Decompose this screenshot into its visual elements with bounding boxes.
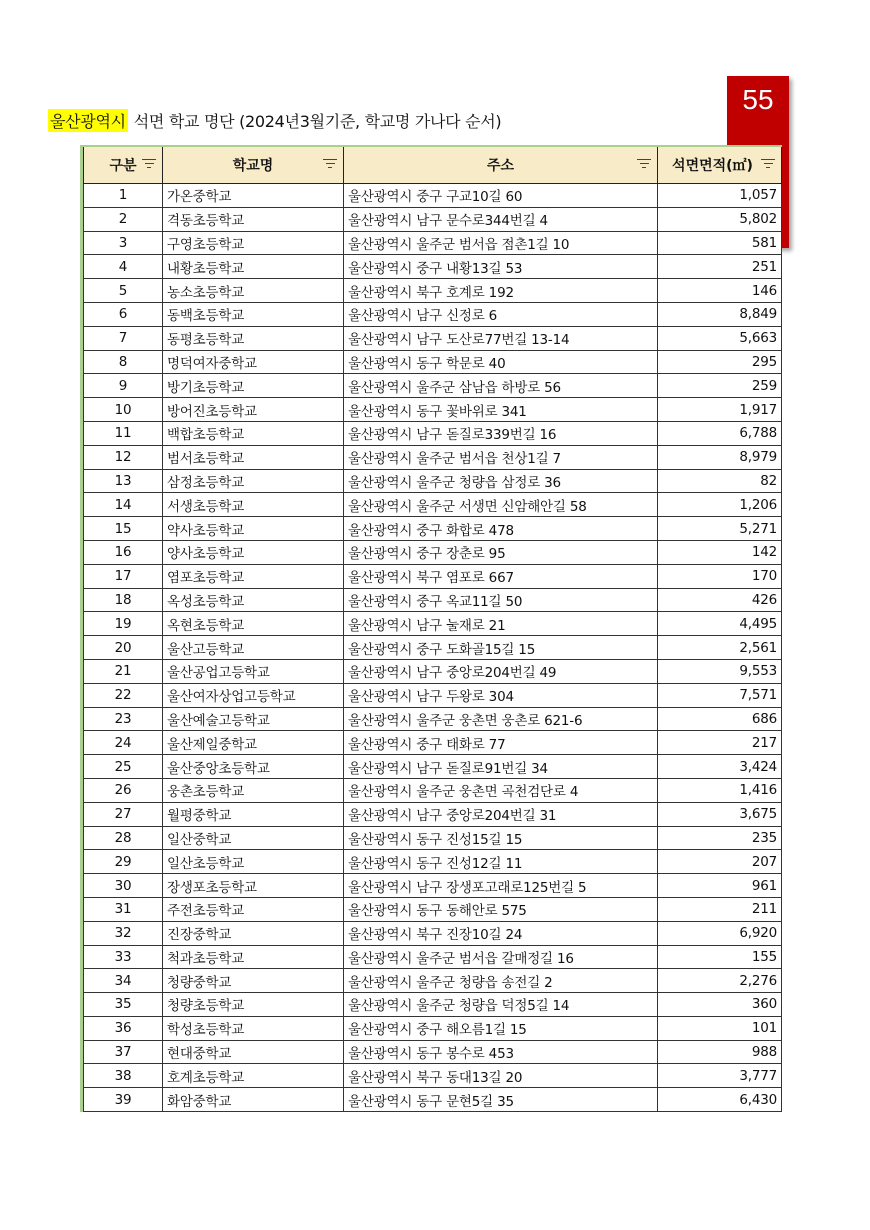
school-name-cell: 호계초등학교	[163, 1064, 344, 1088]
row-number-cell: 2	[84, 207, 163, 231]
school-name-cell: 학성초등학교	[163, 1016, 344, 1040]
row-number-cell: 5	[84, 279, 163, 303]
row-number-cell: 19	[84, 612, 163, 636]
asbestos-area-cell: 9,553	[658, 659, 782, 683]
school-name-cell: 척과초등학교	[163, 945, 344, 969]
header-cell[interactable]	[344, 146, 658, 184]
row-number-cell: 31	[84, 897, 163, 921]
address-cell: 울산광역시 남구 돋질로91번길 34	[344, 755, 658, 779]
row-number-cell: 20	[84, 636, 163, 660]
title-text: 석면 학교 명단 (2024년3월기준, 학교명 가나다 순서)	[133, 111, 502, 131]
address-cell: 울산광역시 울주군 청량읍 덕정5길 14	[344, 993, 658, 1017]
asbestos-area-cell: 295	[658, 350, 782, 374]
address-cell: 울산광역시 동구 동해안로 575	[344, 897, 658, 921]
address-cell: 울산광역시 남구 중앙로204번길 49	[344, 659, 658, 683]
asbestos-area-cell: 235	[658, 826, 782, 850]
asbestos-area-cell: 259	[658, 374, 782, 398]
table-row	[84, 707, 782, 731]
table-row	[84, 826, 782, 850]
school-name-cell: 서생초등학교	[163, 493, 344, 517]
school-name-cell: 염포초등학교	[163, 564, 344, 588]
asbestos-area-cell: 207	[658, 850, 782, 874]
row-number-cell: 3	[84, 231, 163, 255]
row-number-cell: 29	[84, 850, 163, 874]
header-cell[interactable]	[84, 146, 163, 184]
asbestos-area-cell: 3,675	[658, 802, 782, 826]
row-number-cell: 35	[84, 993, 163, 1017]
table-row	[84, 612, 782, 636]
filter-icon[interactable]	[761, 159, 775, 171]
table-row	[84, 1040, 782, 1064]
asbestos-area-cell: 5,271	[658, 517, 782, 541]
row-number-cell: 8	[84, 350, 163, 374]
table-row	[84, 207, 782, 231]
address-cell: 울산광역시 울주군 범서읍 천상1길 7	[344, 445, 658, 469]
school-name-cell: 청량중학교	[163, 969, 344, 993]
table-row	[84, 993, 782, 1017]
page-number: 55	[742, 84, 774, 115]
address-cell: 울산광역시 울주군 청량읍 삼정로 36	[344, 469, 658, 493]
school-name-cell: 월평중학교	[163, 802, 344, 826]
asbestos-area-cell: 3,777	[658, 1064, 782, 1088]
address-cell: 울산광역시 울주군 웅촌면 곡천검단로 4	[344, 778, 658, 802]
table-row	[84, 421, 782, 445]
asbestos-area-cell: 1,917	[658, 398, 782, 422]
address-cell: 울산광역시 울주군 청량읍 송전길 2	[344, 969, 658, 993]
asbestos-area-cell: 988	[658, 1040, 782, 1064]
school-name-cell: 진장중학교	[163, 921, 344, 945]
address-cell: 울산광역시 동구 학문로 40	[344, 350, 658, 374]
school-name-cell: 울산예술고등학교	[163, 707, 344, 731]
row-number-cell: 30	[84, 874, 163, 898]
document-title	[48, 108, 501, 132]
asbestos-area-cell: 155	[658, 945, 782, 969]
asbestos-area-cell: 82	[658, 469, 782, 493]
row-number-cell: 9	[84, 374, 163, 398]
school-name-cell: 명덕여자중학교	[163, 350, 344, 374]
address-cell: 울산광역시 남구 문수로344번길 4	[344, 207, 658, 231]
address-cell: 울산광역시 남구 돋질로339번길 16	[344, 421, 658, 445]
address-cell: 울산광역시 북구 염포로 667	[344, 564, 658, 588]
table-row	[84, 731, 782, 755]
row-number-cell: 22	[84, 683, 163, 707]
asbestos-area-cell: 7,571	[658, 683, 782, 707]
row-number-cell: 21	[84, 659, 163, 683]
row-number-cell: 10	[84, 398, 163, 422]
table-row	[84, 755, 782, 779]
table-row	[84, 945, 782, 969]
address-cell: 울산광역시 남구 도산로77번길 13-14	[344, 326, 658, 350]
table-row	[84, 350, 782, 374]
address-cell: 울산광역시 중구 화합로 478	[344, 517, 658, 541]
table-row	[84, 969, 782, 993]
row-number-cell: 16	[84, 540, 163, 564]
header-cell[interactable]	[658, 146, 782, 184]
school-name-cell: 일산중학교	[163, 826, 344, 850]
table-row	[84, 874, 782, 898]
table-header-row	[84, 146, 782, 184]
asbestos-area-cell: 8,979	[658, 445, 782, 469]
asbestos-area-cell: 217	[658, 731, 782, 755]
title-region-highlight: 울산광역시	[48, 109, 128, 132]
school-name-cell: 주전초등학교	[163, 897, 344, 921]
row-number-cell: 33	[84, 945, 163, 969]
school-table	[83, 145, 782, 1112]
asbestos-area-cell: 170	[658, 564, 782, 588]
address-cell: 울산광역시 중구 구교10길 60	[344, 184, 658, 208]
address-cell: 울산광역시 중구 해오름1길 15	[344, 1016, 658, 1040]
address-cell: 울산광역시 중구 도화골15길 15	[344, 636, 658, 660]
table-row	[84, 1088, 782, 1112]
table-body	[84, 184, 782, 1112]
asbestos-area-cell: 426	[658, 588, 782, 612]
address-cell: 울산광역시 동구 봉수로 453	[344, 1040, 658, 1064]
table-row	[84, 1016, 782, 1040]
school-name-cell: 일산초등학교	[163, 850, 344, 874]
table-row	[84, 279, 782, 303]
row-number-cell: 39	[84, 1088, 163, 1112]
table-row	[84, 231, 782, 255]
address-cell: 울산광역시 울주군 삼남읍 하방로 56	[344, 374, 658, 398]
asbestos-area-cell: 6,788	[658, 421, 782, 445]
row-number-cell: 15	[84, 517, 163, 541]
asbestos-area-cell: 251	[658, 255, 782, 279]
address-cell: 울산광역시 울주군 범서읍 점촌1길 10	[344, 231, 658, 255]
table-row	[84, 850, 782, 874]
address-cell: 울산광역시 중구 내황13길 53	[344, 255, 658, 279]
asbestos-area-cell: 1,057	[658, 184, 782, 208]
school-name-cell: 울산제일중학교	[163, 731, 344, 755]
school-name-cell: 화암중학교	[163, 1088, 344, 1112]
address-cell: 울산광역시 중구 장춘로 95	[344, 540, 658, 564]
row-number-cell: 37	[84, 1040, 163, 1064]
table-row	[84, 517, 782, 541]
school-name-cell: 울산중앙초등학교	[163, 755, 344, 779]
address-cell: 울산광역시 북구 진장10길 24	[344, 921, 658, 945]
address-cell: 울산광역시 남구 눌재로 21	[344, 612, 658, 636]
table-row	[84, 493, 782, 517]
table-row	[84, 921, 782, 945]
asbestos-area-cell: 686	[658, 707, 782, 731]
school-name-cell: 방어진초등학교	[163, 398, 344, 422]
school-name-cell: 내황초등학교	[163, 255, 344, 279]
address-cell: 울산광역시 울주군 범서읍 갈매정길 16	[344, 945, 658, 969]
row-number-cell: 12	[84, 445, 163, 469]
asbestos-area-cell: 6,430	[658, 1088, 782, 1112]
row-number-cell: 6	[84, 302, 163, 326]
address-cell: 울산광역시 동구 진성12길 11	[344, 850, 658, 874]
row-number-cell: 25	[84, 755, 163, 779]
asbestos-area-cell: 3,424	[658, 755, 782, 779]
table-row	[84, 1064, 782, 1088]
school-name-cell: 격동초등학교	[163, 207, 344, 231]
school-list-sheet	[80, 145, 781, 1112]
school-name-cell: 현대중학교	[163, 1040, 344, 1064]
asbestos-area-cell: 2,561	[658, 636, 782, 660]
filter-icon[interactable]	[142, 159, 156, 171]
school-name-cell: 방기초등학교	[163, 374, 344, 398]
address-cell: 울산광역시 북구 동대13길 20	[344, 1064, 658, 1088]
table-row	[84, 326, 782, 350]
row-number-cell: 18	[84, 588, 163, 612]
school-name-cell: 농소초등학교	[163, 279, 344, 303]
school-name-cell: 백합초등학교	[163, 421, 344, 445]
header-label: 주소	[486, 158, 515, 174]
school-name-cell: 옥성초등학교	[163, 588, 344, 612]
row-number-cell: 36	[84, 1016, 163, 1040]
address-cell: 울산광역시 동구 꽃바위로 341	[344, 398, 658, 422]
header-label: 구분	[109, 158, 137, 174]
school-name-cell: 동평초등학교	[163, 326, 344, 350]
table-row	[84, 184, 782, 208]
row-number-cell: 24	[84, 731, 163, 755]
table-row	[84, 398, 782, 422]
address-cell: 울산광역시 북구 호계로 192	[344, 279, 658, 303]
table-row	[84, 897, 782, 921]
school-name-cell: 청량초등학교	[163, 993, 344, 1017]
asbestos-area-cell: 1,416	[658, 778, 782, 802]
row-number-cell: 23	[84, 707, 163, 731]
table-row	[84, 445, 782, 469]
asbestos-area-cell: 5,663	[658, 326, 782, 350]
row-number-cell: 11	[84, 421, 163, 445]
address-cell: 울산광역시 남구 중앙로204번길 31	[344, 802, 658, 826]
school-name-cell: 양사초등학교	[163, 540, 344, 564]
row-number-cell: 13	[84, 469, 163, 493]
address-cell: 울산광역시 남구 신정로 6	[344, 302, 658, 326]
header-cell[interactable]	[163, 146, 344, 184]
school-name-cell: 울산공업고등학교	[163, 659, 344, 683]
table-row	[84, 564, 782, 588]
row-number-cell: 14	[84, 493, 163, 517]
header-label: 석면면적(㎡)	[672, 158, 753, 174]
asbestos-area-cell: 211	[658, 897, 782, 921]
row-number-cell: 17	[84, 564, 163, 588]
table-row	[84, 802, 782, 826]
asbestos-area-cell: 581	[658, 231, 782, 255]
asbestos-area-cell: 146	[658, 279, 782, 303]
filter-icon[interactable]	[323, 159, 337, 171]
school-name-cell: 범서초등학교	[163, 445, 344, 469]
row-number-cell: 27	[84, 802, 163, 826]
table-row	[84, 778, 782, 802]
asbestos-area-cell: 8,849	[658, 302, 782, 326]
school-name-cell: 가온중학교	[163, 184, 344, 208]
row-number-cell: 1	[84, 184, 163, 208]
school-name-cell: 삼정초등학교	[163, 469, 344, 493]
filter-icon[interactable]	[637, 159, 651, 171]
asbestos-area-cell: 360	[658, 993, 782, 1017]
address-cell: 울산광역시 동구 문현5길 35	[344, 1088, 658, 1112]
school-name-cell: 동백초등학교	[163, 302, 344, 326]
school-name-cell: 울산고등학교	[163, 636, 344, 660]
table-row	[84, 683, 782, 707]
row-number-cell: 26	[84, 778, 163, 802]
school-name-cell: 약사초등학교	[163, 517, 344, 541]
address-cell: 울산광역시 울주군 웅촌면 웅촌로 621-6	[344, 707, 658, 731]
address-cell: 울산광역시 중구 옥교11길 50	[344, 588, 658, 612]
table-row	[84, 588, 782, 612]
table-row	[84, 374, 782, 398]
school-name-cell: 웅촌초등학교	[163, 778, 344, 802]
row-number-cell: 4	[84, 255, 163, 279]
asbestos-area-cell: 142	[658, 540, 782, 564]
header-label: 학교명	[232, 158, 274, 174]
asbestos-area-cell: 2,276	[658, 969, 782, 993]
address-cell: 울산광역시 남구 두왕로 304	[344, 683, 658, 707]
asbestos-area-cell: 101	[658, 1016, 782, 1040]
asbestos-area-cell: 4,495	[658, 612, 782, 636]
asbestos-area-cell: 961	[658, 874, 782, 898]
address-cell: 울산광역시 남구 장생포고래로125번길 5	[344, 874, 658, 898]
school-name-cell: 구영초등학교	[163, 231, 344, 255]
address-cell: 울산광역시 울주군 서생면 신암해안길 58	[344, 493, 658, 517]
row-number-cell: 38	[84, 1064, 163, 1088]
asbestos-area-cell: 6,920	[658, 921, 782, 945]
address-cell: 울산광역시 동구 진성15길 15	[344, 826, 658, 850]
table-row	[84, 540, 782, 564]
table-row	[84, 469, 782, 493]
school-name-cell: 장생포초등학교	[163, 874, 344, 898]
table-row	[84, 636, 782, 660]
row-number-cell: 32	[84, 921, 163, 945]
school-name-cell: 옥현초등학교	[163, 612, 344, 636]
table-row	[84, 659, 782, 683]
school-name-cell: 울산여자상업고등학교	[163, 683, 344, 707]
table-row	[84, 302, 782, 326]
row-number-cell: 28	[84, 826, 163, 850]
row-number-cell: 34	[84, 969, 163, 993]
address-cell: 울산광역시 중구 태화로 77	[344, 731, 658, 755]
table-row	[84, 255, 782, 279]
asbestos-area-cell: 5,802	[658, 207, 782, 231]
asbestos-area-cell: 1,206	[658, 493, 782, 517]
row-number-cell: 7	[84, 326, 163, 350]
